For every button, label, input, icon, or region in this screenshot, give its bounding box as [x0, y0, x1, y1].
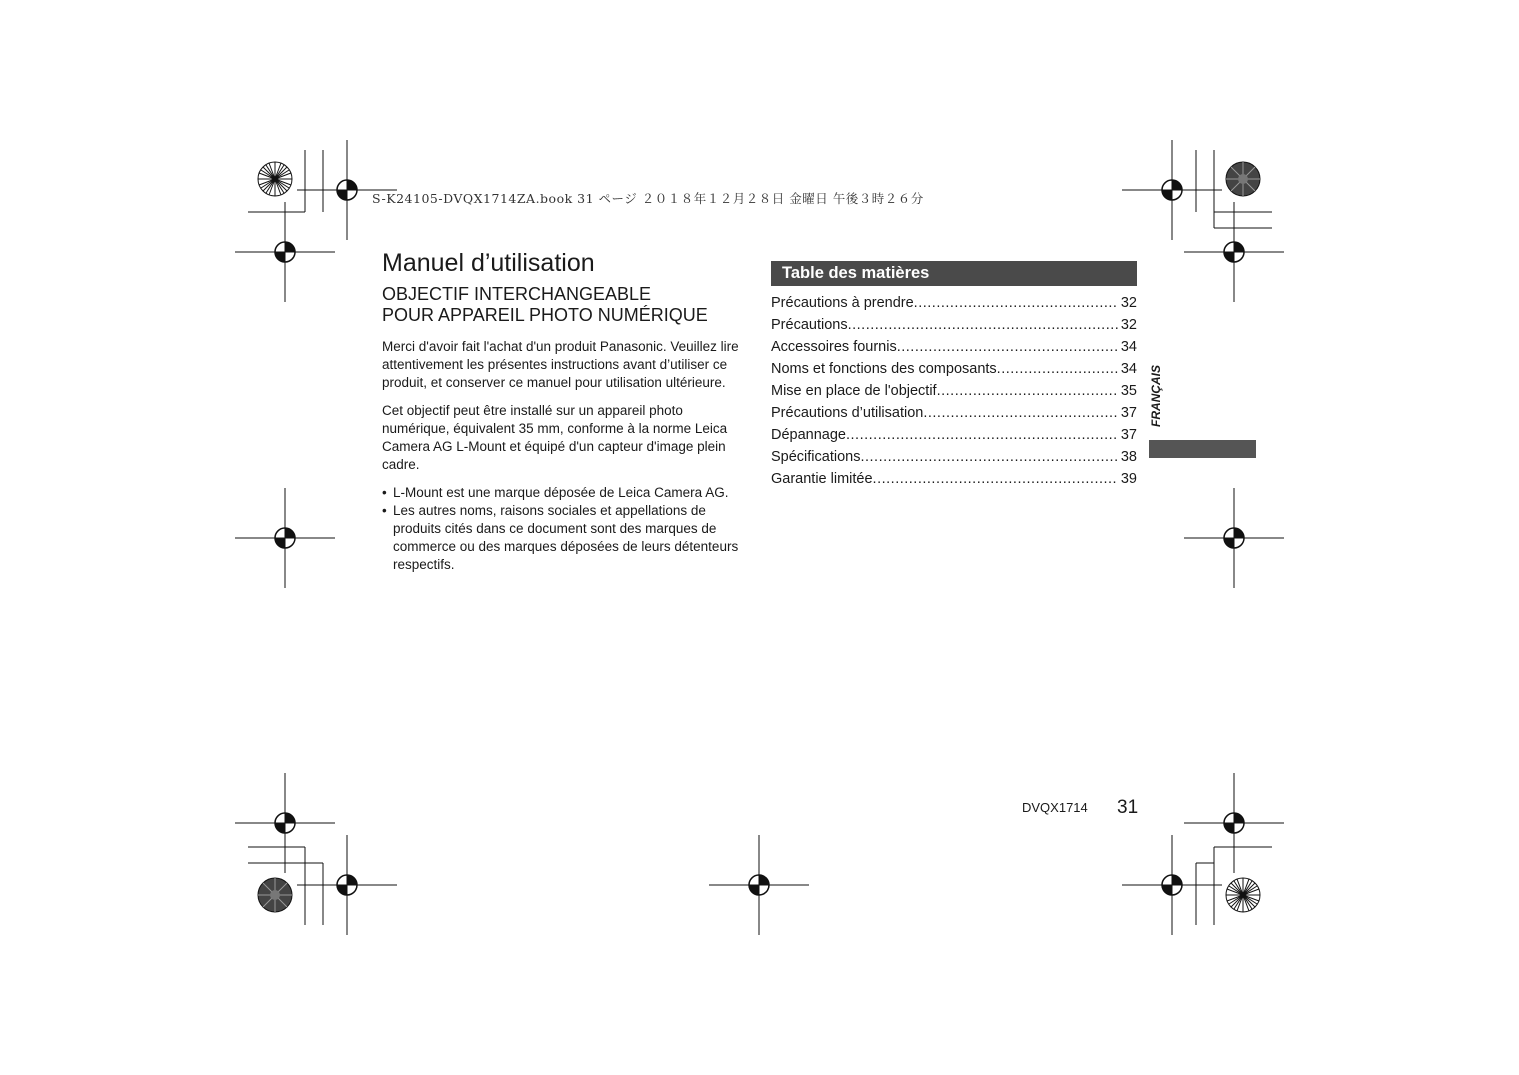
subtitle-line-1: OBJECTIF INTERCHANGEABLE — [382, 284, 652, 304]
intro-paragraph-2: Cet objectif peut être installé sur un appareil photo numérique, équivalent 35 mm, conforme à la norme Leica Camera AG L-Mount et équipé d'un capteur d'image plein cadre. — [382, 403, 728, 472]
toc-entry-page: 32 — [1120, 295, 1137, 311]
toc-entry-page: 38 — [1120, 449, 1137, 465]
bullet-item: • Les autres noms, raisons sociales et appellations de produits cités dans ce document sont des marques de commerce ou des marques déposées de leurs détenteurs respectifs. — [382, 502, 747, 574]
toc-entry-title: Spécifications — [771, 449, 861, 465]
toc-entry-page: 39 — [1120, 471, 1137, 487]
toc-entry-title: Précautions d’utilisation — [771, 405, 924, 421]
toc-entry-title: Noms et fonctions des composants — [771, 361, 997, 377]
toc-entry[interactable] — [771, 468, 1137, 490]
toc-leader — [846, 424, 1118, 446]
toc-entry-title: Mise en place de l'objectif — [771, 383, 937, 399]
toc-entry-page: 35 — [1120, 383, 1137, 399]
toc-entry-title: Précautions à prendre — [771, 295, 914, 311]
toc-leader — [860, 446, 1117, 468]
toc-leader — [848, 314, 1118, 336]
toc-leader — [914, 292, 1118, 314]
toc-leader — [997, 358, 1118, 380]
toc-entry[interactable] — [771, 336, 1137, 358]
toc-entry[interactable] — [771, 402, 1137, 424]
print-header: S-K24105-DVQX1714ZA.book 31 ページ ２０１８年１２月２８日 金曜日 午後３時２６分 — [372, 191, 924, 206]
table-of-contents — [771, 292, 1137, 490]
toc-entry-page: 34 — [1120, 339, 1137, 355]
toc-leader — [923, 402, 1118, 424]
bullet-item: • L-Mount est une marque déposée de Leica Camera AG. — [382, 484, 747, 502]
page-title: Manuel d’utilisation — [382, 249, 595, 277]
toc-entry-title: Dépannage — [771, 427, 846, 443]
toc-entry-page: 32 — [1120, 317, 1137, 333]
subtitle — [382, 284, 708, 326]
toc-entry-title: Précautions — [771, 317, 848, 333]
toc-entry[interactable] — [771, 292, 1137, 314]
toc-entry[interactable] — [771, 358, 1137, 380]
language-tab — [1133, 355, 1177, 445]
toc-entry-page: 37 — [1120, 405, 1137, 421]
page-number: 31 — [1117, 797, 1139, 818]
toc-entry[interactable] — [771, 314, 1137, 336]
subtitle-line-2: POUR APPAREIL PHOTO NUMÉRIQUE — [382, 305, 708, 325]
language-bar — [1149, 440, 1256, 458]
toc-leader — [873, 468, 1118, 490]
toc-entry[interactable] — [771, 424, 1137, 446]
toc-entry-title: Accessoires fournis — [771, 339, 897, 355]
toc-entry[interactable] — [771, 446, 1137, 468]
language-label: FRANÇAIS — [1149, 365, 1163, 427]
toc-entry-page: 37 — [1120, 427, 1137, 443]
document-code: DVQX1714 — [1022, 800, 1088, 815]
toc-header: Table des matières — [771, 261, 1137, 286]
toc-entry-page: 34 — [1120, 361, 1137, 377]
intro-text — [382, 338, 747, 574]
toc-entry[interactable] — [771, 380, 1137, 402]
toc-leader — [937, 380, 1118, 402]
toc-entry-title: Garantie limitée — [771, 471, 873, 487]
intro-paragraph-1: Merci d'avoir fait l'achat d'un produit Panasonic. Veuillez lire attentivement les présentes instructions avant d’utiliser ce produit, et conserver ce manuel pour utilisation ultérieure. — [382, 339, 739, 390]
toc-leader — [897, 336, 1118, 358]
trademark-notes — [382, 484, 747, 574]
